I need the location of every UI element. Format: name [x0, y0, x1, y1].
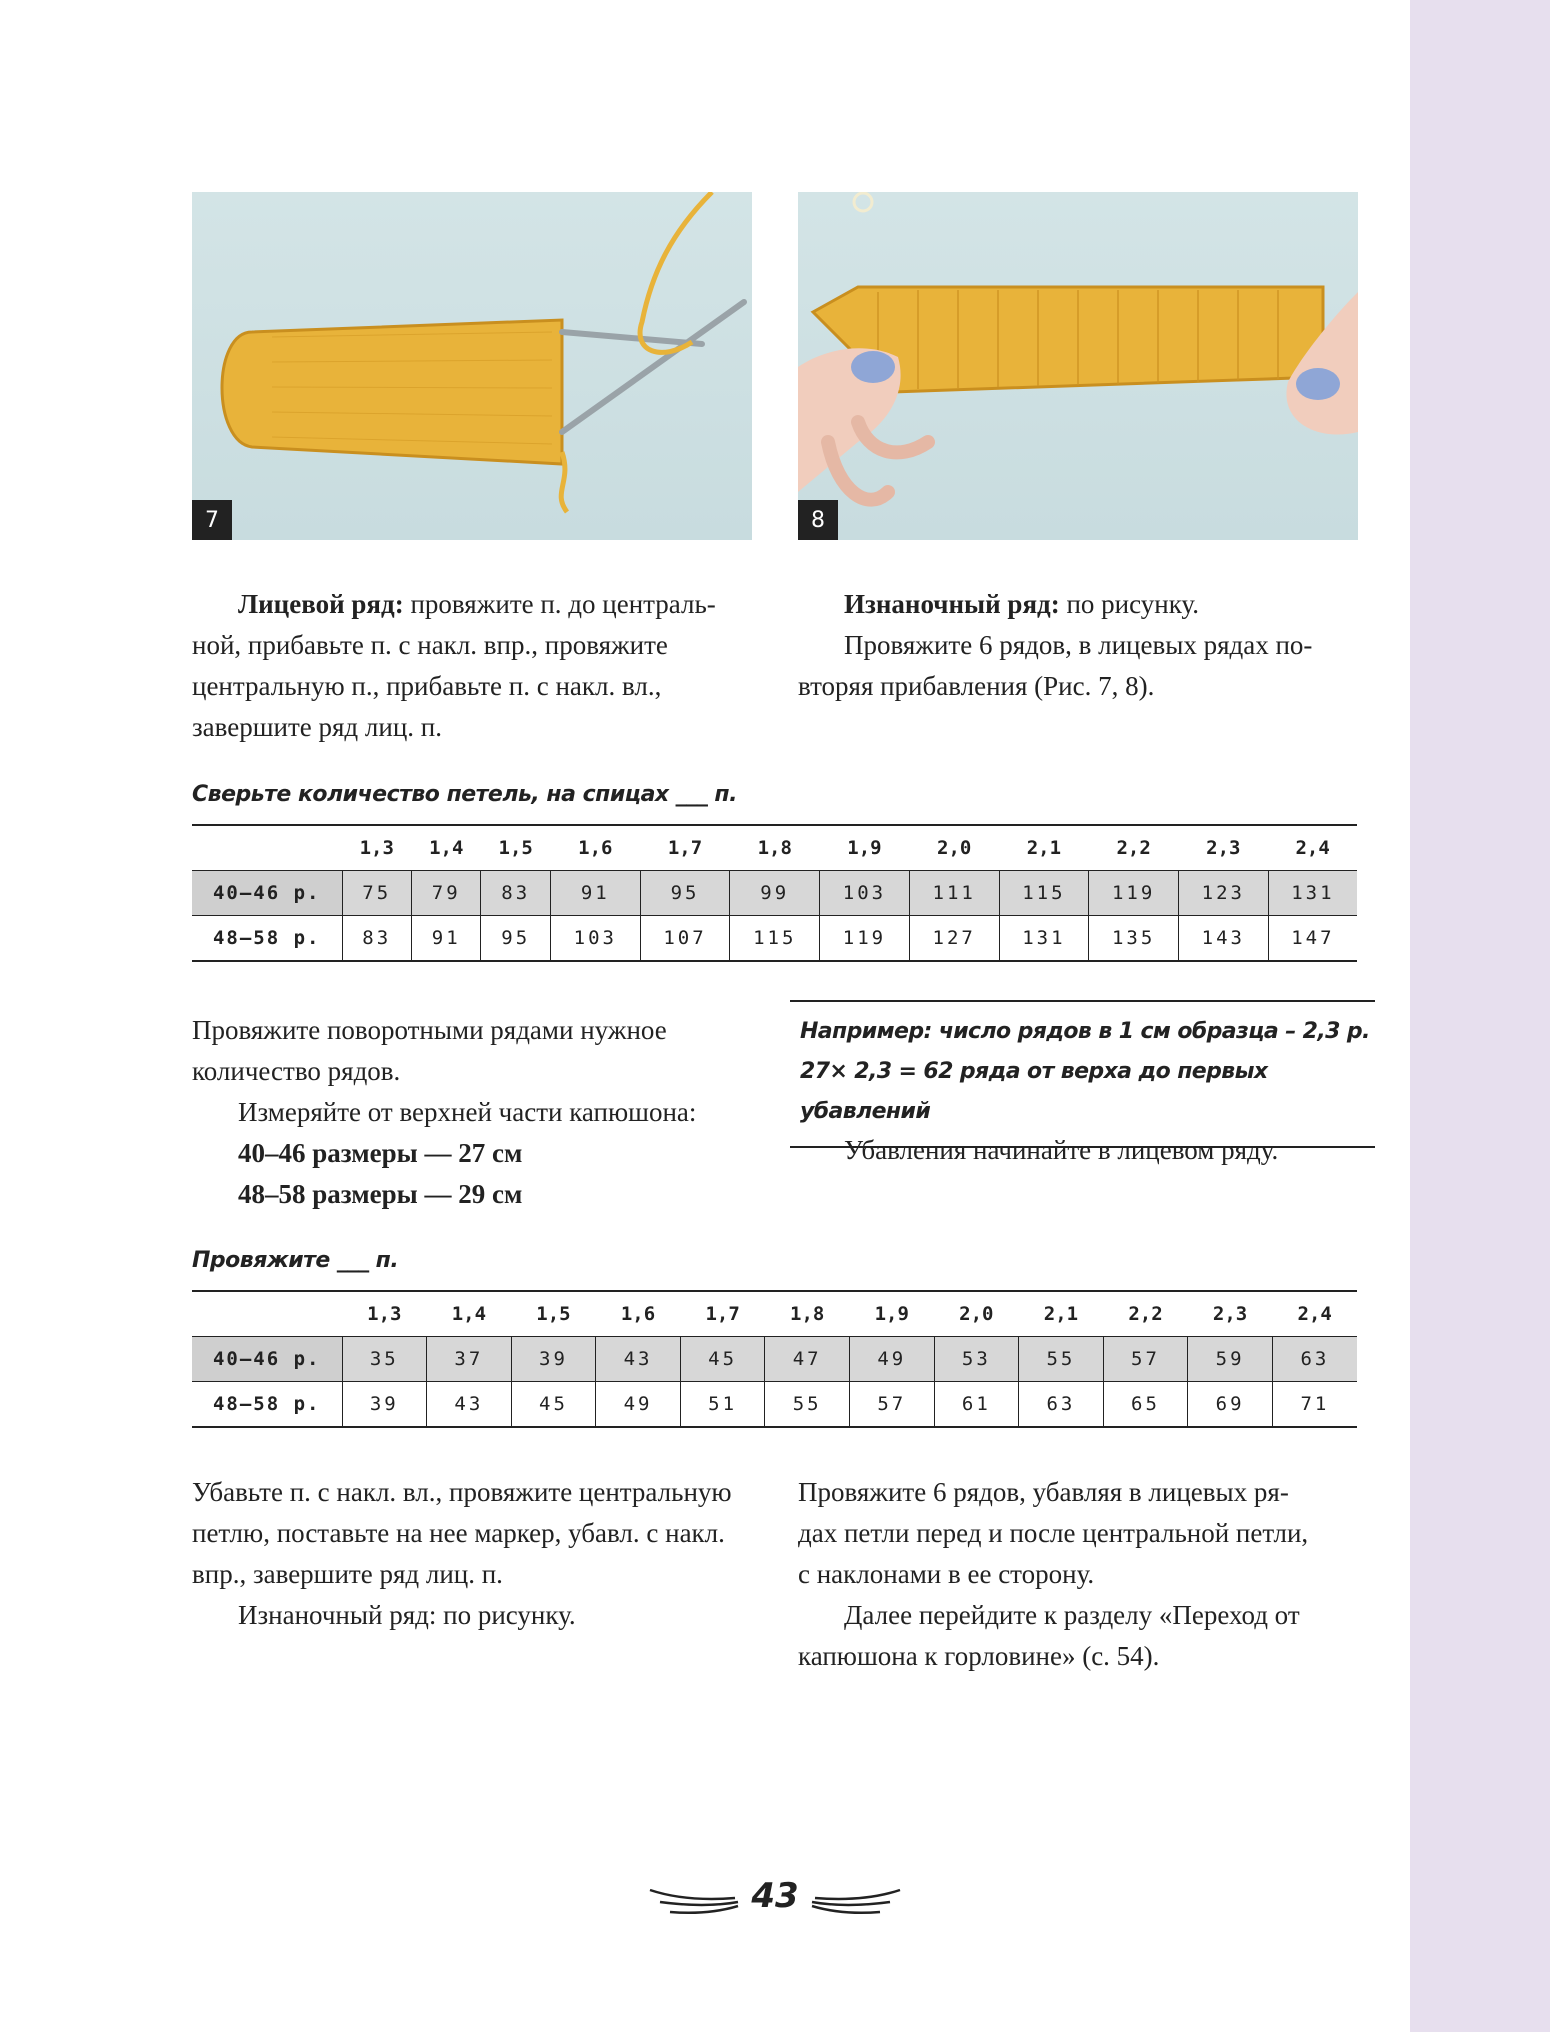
table-corner [192, 1291, 342, 1337]
table-row [192, 871, 1357, 916]
stitch-count-table [192, 824, 1357, 962]
text-line: завершите ряд лиц. п. [192, 712, 442, 742]
text-line: впр., завершите ряд лиц. п. [192, 1559, 503, 1589]
table-cell: 119 [1089, 871, 1179, 916]
table-cell: 57 [1103, 1337, 1188, 1382]
table-cell: 99 [730, 871, 820, 916]
instructions-decrease-left [192, 1472, 762, 1636]
table-cell: 131 [1268, 871, 1357, 916]
text-line: с наклонами в ее сторону. [798, 1559, 1095, 1589]
size-measure: 40–46 размеры — 27 см [238, 1138, 523, 1168]
table2-title: Провяжите ___ п. [192, 1248, 399, 1273]
table-cell: 103 [820, 871, 910, 916]
table-cell: 79 [411, 871, 480, 916]
text-line: Убавления начинайте в лицевом ряду. [844, 1135, 1279, 1165]
gauge-header: 1,7 [667, 837, 703, 859]
table-cell: 63 [1272, 1337, 1357, 1382]
table-cell: 95 [640, 871, 730, 916]
label-purl-row: Изнаночный ряд: [844, 589, 1060, 619]
gauge-header: 1,5 [498, 837, 533, 859]
table-cell: 45 [511, 1382, 596, 1428]
instructions-decrease-right [798, 1472, 1368, 1677]
table-cell: 59 [1188, 1337, 1273, 1382]
table-cell: 49 [596, 1382, 681, 1428]
table-cell: 91 [550, 871, 640, 916]
text-line: Изнаночный ряд: по рисунку. [238, 1600, 576, 1630]
gauge-header: 1,8 [757, 837, 792, 859]
text-line: капюшона к горловине» (с. 54). [798, 1641, 1160, 1671]
table-header-row [192, 825, 1357, 871]
table-cell: 115 [999, 871, 1089, 916]
page-folio [640, 1870, 910, 1930]
text-line: провяжите п. до централь- [410, 589, 716, 619]
size-label: 48–58 р. [212, 1393, 321, 1415]
size-label: 40–46 р. [192, 871, 342, 916]
text-line: Измеряйте от верхней части капюшона: [238, 1097, 697, 1127]
gauge-header: 2,3 [1206, 837, 1241, 859]
gauge-header: 1,5 [536, 1303, 571, 1325]
gauge-header: 1,9 [847, 837, 882, 859]
table-cell: 131 [999, 916, 1089, 962]
table-cell: 91 [411, 916, 480, 962]
table-cell: 47 [765, 1337, 850, 1382]
size-measure: 48–58 размеры — 29 см [238, 1179, 523, 1209]
gauge-header: 1,6 [578, 837, 613, 859]
side-color-strip [1410, 0, 1550, 2032]
table-cell: 135 [1089, 916, 1179, 962]
text-line: количество рядов. [192, 1056, 401, 1086]
table-cell: 55 [765, 1382, 850, 1428]
gauge-header: 2,1 [1043, 1303, 1079, 1325]
text-line: петлю, поставьте на нее маркер, убавл. с накл. [192, 1518, 725, 1548]
table-row [192, 1337, 1357, 1382]
table-cell: 147 [1268, 916, 1357, 962]
figure-number-badge: 8 [798, 500, 838, 540]
gauge-header: 1,6 [620, 1303, 656, 1325]
figure-7-photo [192, 192, 752, 540]
table-row [192, 916, 1357, 962]
text-line: центральную п., прибавьте п. с накл. вл., [192, 671, 662, 701]
table-cell: 57 [849, 1382, 934, 1428]
text-line: Убавьте п. с накл. вл., провяжите центральную [192, 1477, 732, 1507]
example-line: Например: число рядов в 1 см образца – 2,3 р. [800, 1019, 1370, 1044]
figure-8-photo [798, 192, 1358, 540]
text-line: дах петли перед и после центральной петли, [798, 1518, 1309, 1548]
table-cell: 75 [342, 871, 411, 916]
table-header-row [192, 1291, 1357, 1337]
table-cell: 39 [511, 1337, 596, 1382]
gauge-header: 1,8 [790, 1303, 825, 1325]
table-cell: 61 [934, 1382, 1019, 1428]
table1-title: Сверьте количество петель, на спицах ___ п. [192, 782, 737, 807]
example-line: 27× 2,3 = 62 ряда от верха до первых убавлений [800, 1059, 1268, 1124]
gauge-header: 1,3 [367, 1303, 402, 1325]
table-cell: 65 [1103, 1382, 1188, 1428]
text-line: Провяжите 6 рядов, убавляя в лицевых ря- [798, 1477, 1289, 1507]
size-label: 48–58 р. [212, 927, 321, 949]
example-box [790, 1000, 1375, 1148]
text-line: Провяжите поворотными рядами нужное [192, 1015, 667, 1045]
size-label: 40–46 р. [192, 1337, 342, 1382]
table-row [192, 1382, 1357, 1428]
text-line: по рисунку. [1066, 589, 1199, 619]
gauge-header: 2,2 [1116, 837, 1151, 859]
table-cell: 83 [342, 916, 411, 962]
gauge-header: 2,4 [1295, 837, 1330, 859]
table-cell: 107 [640, 916, 730, 962]
gauge-header: 1,3 [359, 837, 394, 859]
table-cell: 39 [342, 1382, 427, 1428]
table-cell: 111 [909, 871, 999, 916]
instructions-turning-rows [192, 1010, 762, 1215]
table-cell: 49 [849, 1337, 934, 1382]
instructions-purl-row [798, 584, 1363, 707]
gauge-header: 2,1 [1026, 837, 1062, 859]
gauge-header: 2,3 [1212, 1303, 1248, 1325]
table-cell: 43 [427, 1382, 512, 1428]
table-corner [192, 825, 342, 871]
table-cell: 53 [934, 1337, 1019, 1382]
text-line: Провяжите 6 рядов, в лицевых рядах по- [844, 630, 1313, 660]
table-cell: 95 [481, 916, 550, 962]
table-cell: 55 [1019, 1337, 1104, 1382]
gauge-header: 2,0 [959, 1303, 994, 1325]
gauge-header: 1,4 [429, 837, 464, 859]
table-cell: 103 [550, 916, 640, 962]
gauge-header: 2,2 [1128, 1303, 1163, 1325]
table-cell: 51 [680, 1382, 765, 1428]
label-knit-row: Лицевой ряд: [238, 589, 404, 619]
text-line: ной, прибавьте п. с накл. впр., провяжите [192, 630, 668, 660]
page-number: 43 [751, 1876, 799, 1916]
table-cell: 119 [820, 916, 910, 962]
table-cell: 63 [1019, 1382, 1104, 1428]
table-cell: 143 [1178, 916, 1268, 962]
table-cell: 115 [730, 916, 820, 962]
table-cell: 35 [342, 1337, 427, 1382]
table-cell: 123 [1178, 871, 1268, 916]
gauge-header: 1,4 [451, 1303, 487, 1325]
gauge-header: 1,7 [705, 1303, 740, 1325]
table-cell: 127 [909, 916, 999, 962]
instructions-knit-row [192, 584, 757, 748]
knit-count-table [192, 1290, 1357, 1428]
table-cell: 43 [596, 1337, 681, 1382]
table-cell: 71 [1272, 1382, 1357, 1428]
table-cell: 83 [481, 871, 550, 916]
gauge-header: 2,4 [1297, 1303, 1332, 1325]
gauge-header: 1,9 [874, 1303, 909, 1325]
instructions-decrease-start [798, 1130, 1363, 1171]
figure-number-badge: 7 [192, 500, 232, 540]
table-cell: 45 [680, 1337, 765, 1382]
table-cell: 37 [427, 1337, 512, 1382]
text-line: Далее перейдите к разделу «Переход от [844, 1600, 1300, 1630]
text-line: вторяя прибавления (Рис. 7, 8). [798, 671, 1155, 701]
gauge-header: 2,0 [937, 837, 972, 859]
table-cell: 69 [1188, 1382, 1273, 1428]
